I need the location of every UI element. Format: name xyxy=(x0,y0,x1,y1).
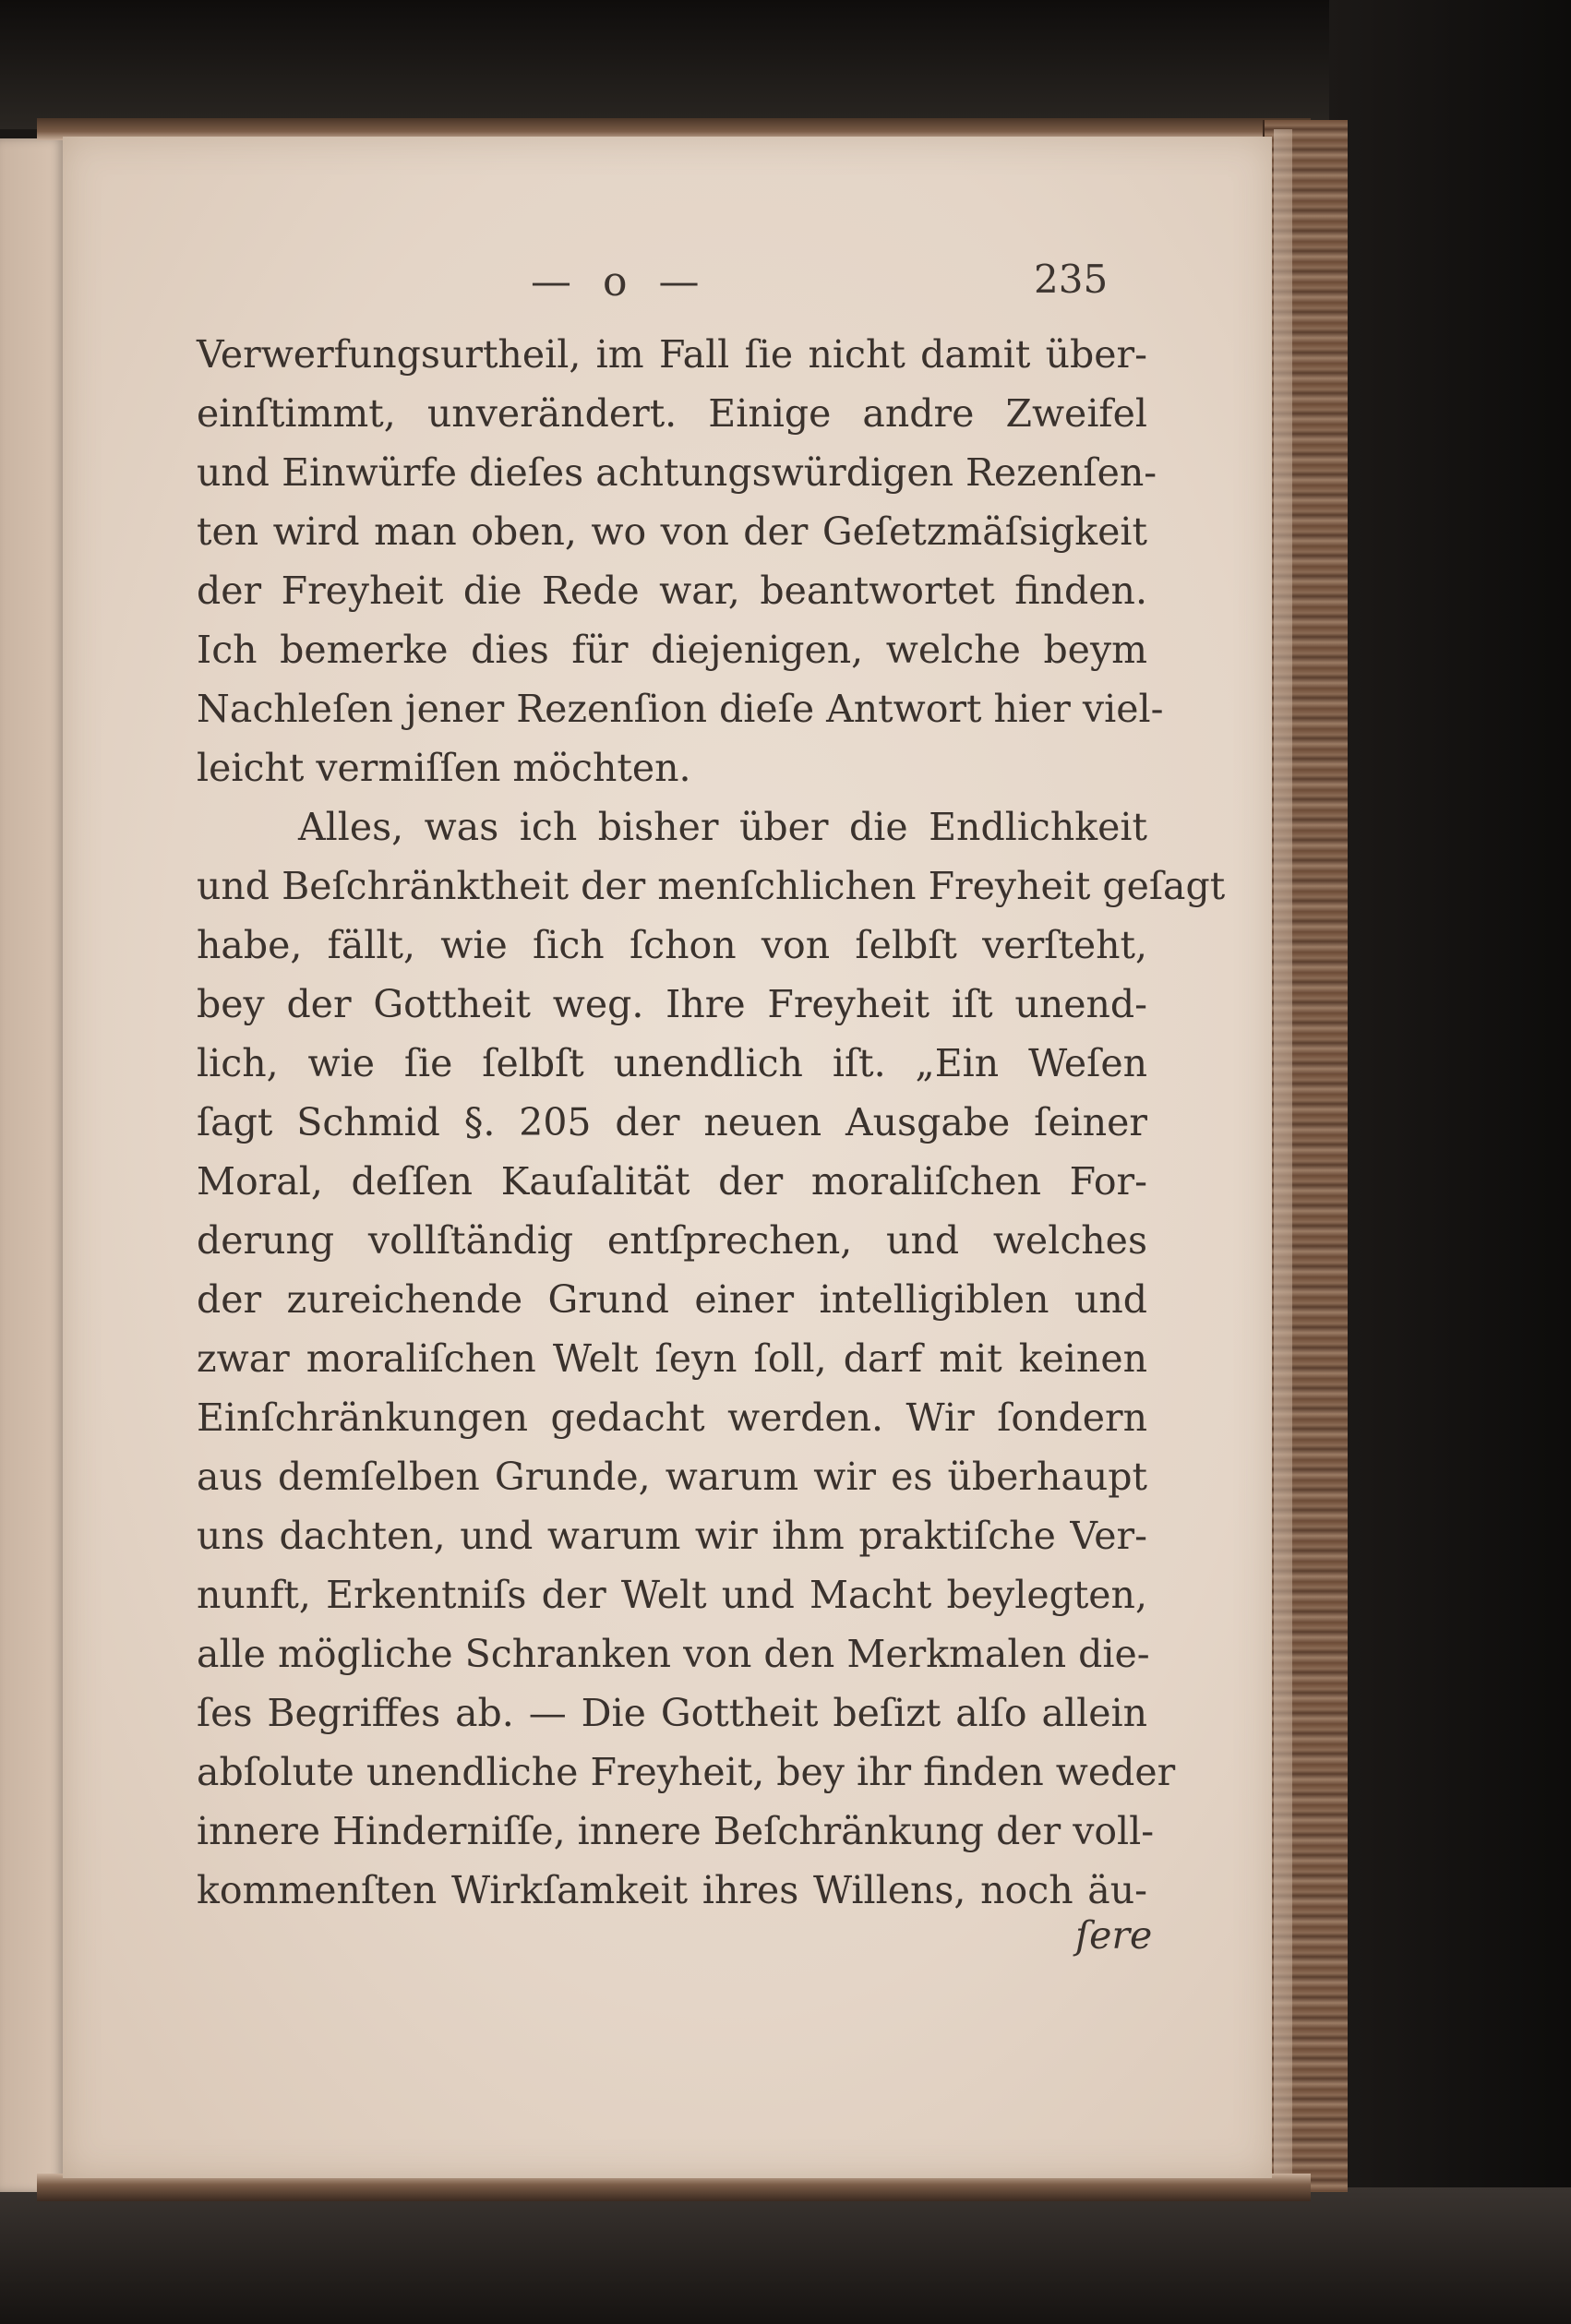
text-line: Nachleſen jener Rezenſion dieſe Antwort hier viel- xyxy=(197,687,1164,731)
text-line: Moral, deſſen Kauſalität der moraliſchen For- xyxy=(197,1159,1147,1204)
header-ornament: — o — xyxy=(531,258,709,305)
page-number: 235 xyxy=(1034,257,1109,302)
paragraph-start-line: Alles, was ich bisher über die Endlichkeit xyxy=(298,805,1147,849)
text-line: einſtimmt, unverändert. Einige andre Zweifel xyxy=(197,391,1147,436)
text-line: der Freyheit die Rede war, beantwortet finden. xyxy=(197,569,1147,613)
text-line: der zureichende Grund einer intelligiblen und xyxy=(197,1277,1147,1322)
text-line: leicht vermiſſen möchten. xyxy=(197,746,691,790)
text-line: derung vollſtändig entſprechen, und welches xyxy=(197,1218,1147,1263)
text-line: habe, fällt, wie ſich ſchon von ſelbſt verſteht, xyxy=(197,923,1147,967)
text-line: ſagt Schmid §. 205 der neuen Ausgabe ſeiner xyxy=(197,1100,1147,1144)
text-line: kommenſten Wirkſamkeit ihres Willens, noch äu- xyxy=(197,1868,1147,1912)
text-line: und Einwürfe dieſes achtungswürdigen Rezenſen- xyxy=(197,450,1157,495)
text-line: lich, wie ſie ſelbſt unendlich iſt. „Ein Weſen xyxy=(197,1041,1147,1085)
text-line: Ich bemerke dies für diejenigen, welche beym xyxy=(197,628,1147,672)
text-line: abſolute unendliche Freyheit, bey ihr finden weder xyxy=(197,1750,1176,1794)
background-bottom xyxy=(0,2187,1571,2324)
text-line: ten wird man oben, wo von der Geſetzmäſsigkeit xyxy=(197,509,1147,554)
text-line: und Beſchränktheit der menſchlichen Freyheit geſagt xyxy=(197,864,1226,908)
text-line: alle mögliche Schranken von den Merkmalen die- xyxy=(197,1632,1150,1676)
page-edge-highlight xyxy=(1274,129,1292,2183)
text-line: zwar moraliſchen Welt ſeyn ſoll, darf mit keinen xyxy=(197,1336,1147,1381)
text-line: Verwerfungsurtheil, im Fall ſie nicht damit über- xyxy=(197,332,1147,377)
text-line: bey der Gottheit weg. Ihre Freyheit iſt unend- xyxy=(197,982,1147,1026)
text-line: uns dachten, und warum wir ihm praktiſche Ver- xyxy=(197,1514,1147,1558)
page-header xyxy=(531,258,1140,314)
facing-page-edge xyxy=(0,138,65,2192)
text-line: ſes Begriffes ab. — Die Gottheit beſizt alſo allein xyxy=(197,1691,1147,1735)
text-line: innere Hinderniſſe, innere Beſchränkung der voll- xyxy=(197,1809,1155,1853)
background-right xyxy=(1329,0,1571,2324)
page-text xyxy=(197,325,1226,1920)
text-line: Einſchränkungen gedacht werden. Wir ſondern xyxy=(197,1396,1147,1440)
catchword: ſere xyxy=(1075,1913,1153,1958)
text-line: aus demſelben Grunde, warum wir es überhaupt xyxy=(197,1455,1147,1499)
text-line: nunft, Erkentniſs der Welt und Macht beylegten, xyxy=(197,1573,1147,1617)
